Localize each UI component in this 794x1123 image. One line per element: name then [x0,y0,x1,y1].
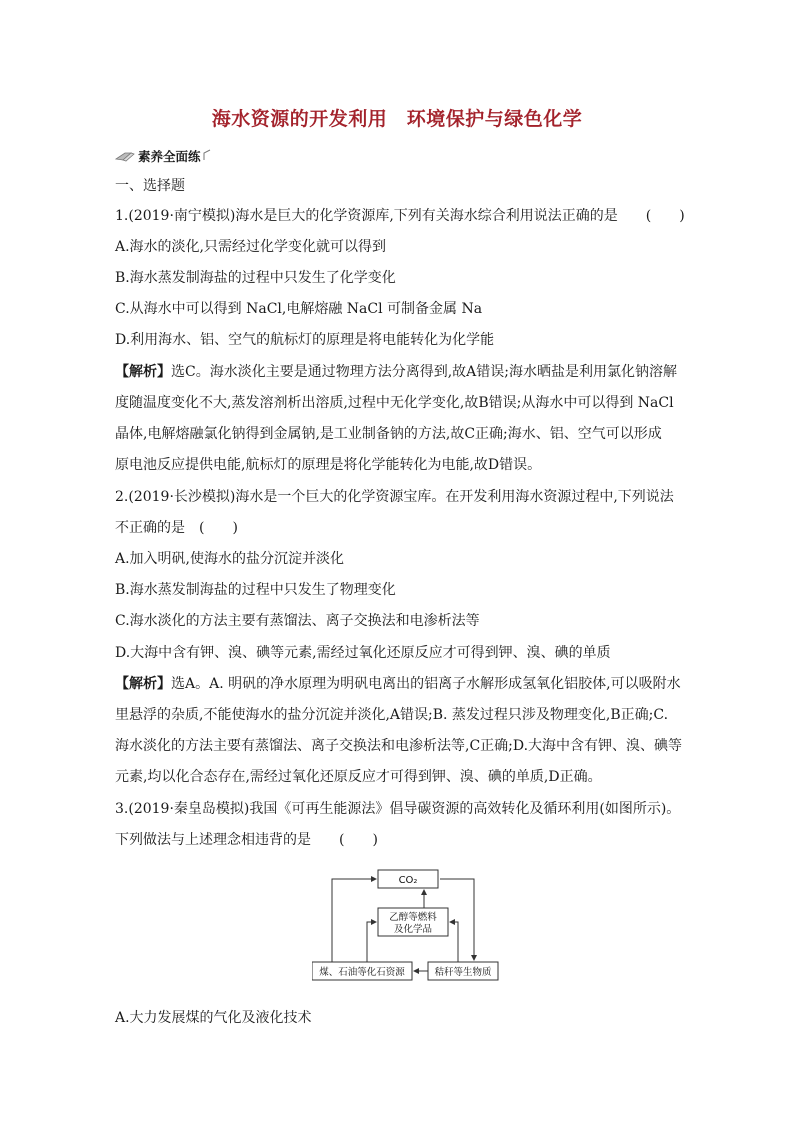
q1-analysis-line [115,362,685,382]
q1-option-d: D.利用海水、铝、空气的航标灯的原理是将电能转化为化学能 [115,332,495,348]
q3-stem: 3.(2019·秦皇岛模拟)我国《可再生能源法》倡导碳资源的高效转化及循环利用(如图所示)。 [115,801,681,817]
q2-analysis-text: 选A。A. 明矾的净水原理为明矾电离出的铝离子水解形成氢氧化铝胶体,可以吸附水 [171,676,681,692]
section-heading: 一、选择题 [115,178,185,194]
fuel-label-2: 及化学品 [393,924,433,935]
q1-analysis-text: 选C。海水淡化主要是通过物理方法分离得到,故A错误;海水晒盐是利用氯化钠溶解 [171,364,677,380]
q1-option-c: C.从海水中可以得到 NaCl,电解熔融 NaCl 可制备金属 Na [115,301,483,317]
analysis-tag: 【解析】 [115,676,171,692]
q1-option-b: B.海水蒸发制海盐的过程中只发生了化学变化 [115,270,396,286]
q3-option-a: A.大力发展煤的气化及液化技术 [115,1010,312,1026]
pencil-icon [115,150,135,162]
q1-analysis-line: 度随温度变化不大,蒸发溶剂析出溶质,过程中无化学变化,故B错误;从海水中可以得到 NaCl [115,395,674,411]
q2-stem: 2.(2019·长沙模拟)海水是一个巨大的化学资源宝库。在开发利用海水资源过程中,下列说法 [115,489,674,505]
q3-stem: 下列做法与上述理念相违背的是 ( ) [115,832,378,848]
co2-label: CO₂ [398,875,418,886]
q1-stem: 1.(2019·南宁模拟)海水是巨大的化学资源库,下列有关海水综合利用说法正确的是 ( ) [115,208,685,224]
q1-option-a: A.海水的淡化,只需经过化学变化就可以得到 [115,239,387,255]
q2-analysis-line: 里悬浮的杂质,不能使海水的盐分沉淀并淡化,A错误;B. 蒸发过程只涉及物理变化,B正确;C. [115,707,669,723]
biomass-label: 秸秆等生物质 [434,967,492,978]
badge-label: 素养全面练 [138,149,201,164]
arrow [367,922,376,962]
q2-analysis-line [115,674,685,694]
arrow [450,922,458,962]
page-title: 海水资源的开发利用 环境保护与绿色化学 [211,108,583,130]
arrow [332,879,376,962]
q2-option-b: B.海水蒸发制海盐的过程中只发生了物理变化 [115,582,396,598]
q2-option-a: A.加入明矾,使海水的盐分沉淀并淡化 [115,551,345,567]
fuel-label-1: 乙醇等燃料 [389,912,437,923]
q2-analysis-line: 元素,均以化合态存在,需经过氧化还原反应才可得到钾、溴、碘的单质,D正确。 [115,769,602,785]
q1-analysis-line: 晶体,电解熔融氯化钠得到金属钠,是工业制备钠的方法,故C正确;海水、铝、空气可以形成 [115,426,662,442]
q2-option-d: D.大海中含有钾、溴、碘等元素,需经过氧化还原反应才可得到钾、溴、碘的单质 [115,645,611,661]
q1-analysis-line: 原电池反应提供电能,航标灯的原理是将化学能转化为电能,故D错误。 [115,457,542,473]
section-badge [115,148,211,164]
analysis-tag: 【解析】 [115,364,171,380]
badge-end-icon [203,149,211,164]
q2-stem: 不正确的是 ( ) [115,520,238,536]
carbon-cycle-diagram [312,864,512,990]
fossil-label: 煤、石油等化石资源 [319,967,405,978]
q2-analysis-line: 海水淡化的方法主要有蒸馏法、离子交换法和电渗析法等,C正确;D.大海中含有钾、溴、碘等 [115,738,683,754]
q2-option-c: C.海水淡化的方法主要有蒸馏法、离子交换法和电渗析法等 [115,613,480,629]
